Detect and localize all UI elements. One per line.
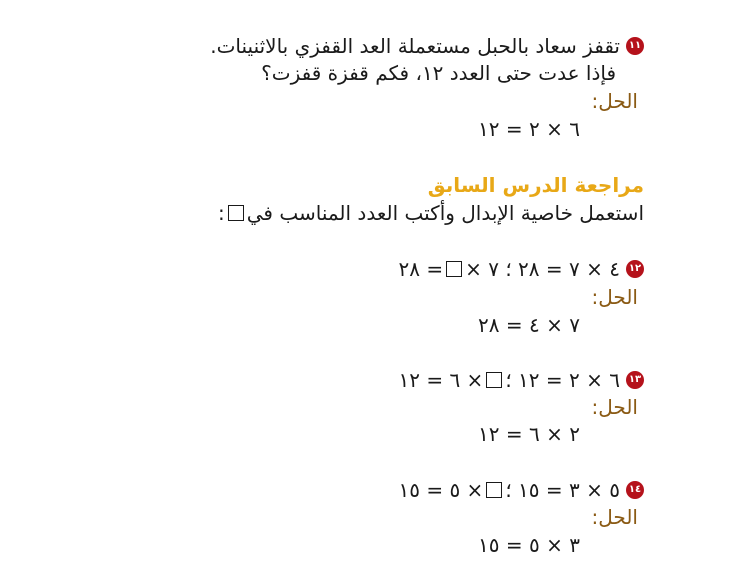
q11-line2: فإذا عدت حتى العدد ١٢، فكم قفزة قفزت؟ <box>261 61 616 85</box>
review-title: مراجعة الدرس السابق <box>427 173 644 197</box>
q11-solution-label: الحل: <box>591 89 638 113</box>
q11-answer: ٦ × ٢ = ١٢ <box>478 117 580 141</box>
q14-equation <box>398 476 644 504</box>
q13-answer: ٢ × ٦ = ١٢ <box>478 422 580 446</box>
q14-left-expr: ٥ × ٣ = ١٥ ؛ <box>505 478 620 502</box>
q14-answer: ٣ × ٥ = ١٥ <box>478 533 580 557</box>
question-number-badge: ١٣ <box>626 371 644 389</box>
q11-text-line1: تقفز سعاد بالحبل مستعملة العد القفزي بالاثنينات. <box>210 34 620 58</box>
q12-right-expr: = ٢٨ <box>398 257 444 281</box>
q13-equation <box>398 366 644 394</box>
question-number-badge: ١١ <box>626 37 644 55</box>
answer-box-icon[interactable] <box>446 261 462 277</box>
answer-box-icon <box>228 205 244 221</box>
q12-equation <box>398 255 644 283</box>
q13-right-expr: × ٦ = ١٢ <box>398 368 484 392</box>
q14-solution-label: الحل: <box>591 505 638 529</box>
q11-line1 <box>210 32 644 60</box>
q13-solution-label: الحل: <box>591 395 638 419</box>
q13-left-expr: ٦ × ٢ = ١٢ ؛ <box>505 368 620 392</box>
answer-box-icon[interactable] <box>486 482 502 498</box>
q14-right-expr: × ٥ = ١٥ <box>398 478 484 502</box>
answer-box-icon[interactable] <box>486 372 502 388</box>
question-number-badge: ١٢ <box>626 260 644 278</box>
review-instruction <box>218 199 644 227</box>
review-instruction-text: استعمل خاصية الإبدال وأكتب العدد المناسب في <box>246 201 644 225</box>
q12-solution-label: الحل: <box>591 285 638 309</box>
review-instruction-colon: : <box>218 201 225 225</box>
q12-left-expr: ٤ × ٧ = ٢٨ ؛ ٧ × <box>465 257 620 281</box>
q12-answer: ٧ × ٤ = ٢٨ <box>478 313 580 337</box>
question-number-badge: ١٤ <box>626 481 644 499</box>
